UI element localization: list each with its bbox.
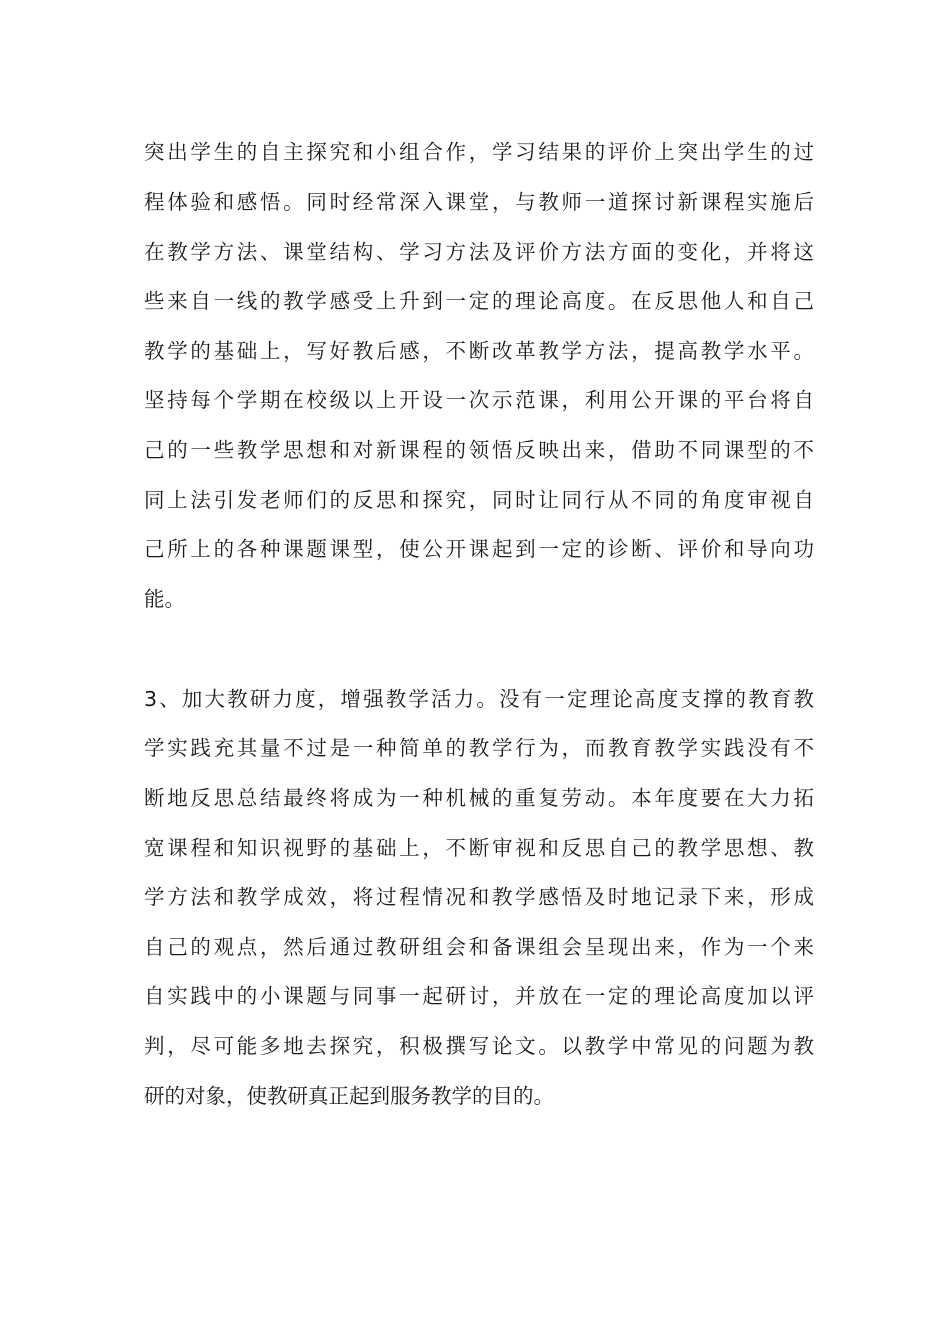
paragraph-2-line-1: 3、加大教研力度，增强教学活力。没有一定理论高度支撑的教育教 [144, 687, 814, 711]
paragraph-2-line-4: 宽课程和知识视野的基础上，不断审视和反思自己的教学思想、教 [144, 836, 814, 860]
paragraph-1-line-2: 程体验和感悟。同时经常深入课堂，与教师一道探讨新课程实施后 [144, 190, 814, 214]
paragraph-1-line-8: 同上法引发老师们的反思和探究，同时让同行从不同的角度审视自 [144, 488, 814, 512]
paragraph-2-line-9: 研的对象，使教研真正起到服务教学的目的。 [144, 1084, 554, 1108]
paragraph-2-line-2: 学实践充其量不过是一种简单的教学行为，而教育教学实践没有不 [144, 736, 814, 760]
paragraph-1-line-9: 己所上的各种课题课型，使公开课起到一定的诊断、评价和导向功 [144, 537, 814, 561]
paragraph-1-line-6: 坚持每个学期在校级以上开设一次示范课，利用公开课的平台将自 [144, 388, 814, 412]
paragraph-2-line-3: 断地反思总结最终将成为一种机械的重复劳动。本年度要在大力拓 [144, 786, 814, 810]
paragraph-1-line-7: 己的一些教学思想和对新课程的领悟反映出来，借助不同课型的不 [144, 438, 814, 462]
paragraph-2-line-6: 自己的观点，然后通过教研组会和备课组会呈现出来，作为一个来 [144, 935, 814, 959]
paragraph-2-line-8: 判，尽可能多地去探究，积极撰写论文。以教学中常见的问题为教 [144, 1034, 814, 1058]
paragraph-2-line-5: 学方法和教学成效，将过程情况和教学感悟及时地记录下来，形成 [144, 885, 814, 909]
paragraph-1-line-4: 些来自一线的教学感受上升到一定的理论高度。在反思他人和自己 [144, 289, 814, 313]
paragraph-1-line-10: 能。 [144, 587, 185, 611]
paragraph-1-line-3: 在教学方法、课堂结构、学习方法及评价方法方面的变化，并将这 [144, 240, 814, 264]
paragraph-2-line-7: 自实践中的小课题与同事一起研讨，并放在一定的理论高度加以评 [144, 984, 814, 1008]
paragraph-1-line-5: 教学的基础上，写好教后感，不断改革教学方法，提高教学水平。 [144, 339, 814, 363]
paragraph-1-line-1: 突出学生的自主探究和小组合作，学习结果的评价上突出学生的过 [144, 140, 814, 164]
